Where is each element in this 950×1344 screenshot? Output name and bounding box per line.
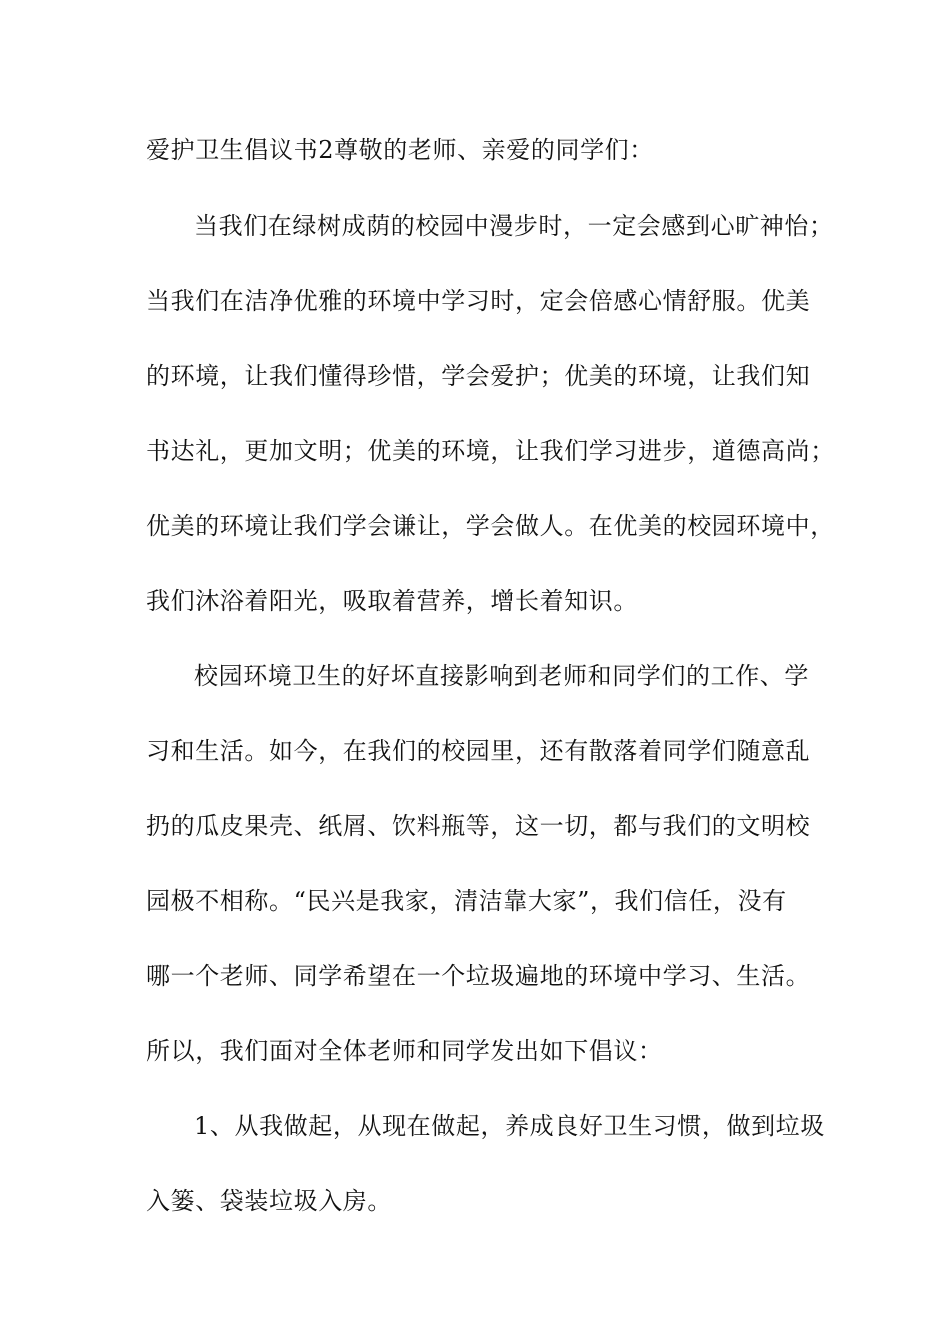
paragraph-2-line-4: 园极不相称。“民兴是我家，清洁靠大家”，我们信任，没有 (146, 887, 787, 915)
paragraph-2-line-1: 校园环境卫生的好坏直接影响到老师和同学们的工作、学 (194, 662, 809, 690)
paragraph-1-line-2: 当我们在洁净优雅的环境中学习时，定会倍感心情舒服。优美 (146, 287, 811, 315)
proposal-1-line-1: 1、从我做起，从现在做起，养成良好卫生习惯，做到垃圾 (194, 1112, 825, 1140)
paragraph-1-line-5: 优美的环境让我们学会谦让，学会做人。在优美的校园环境中， (146, 512, 835, 540)
paragraph-1-line-1: 当我们在绿树成荫的校园中漫步时，一定会感到心旷神怡； (194, 212, 834, 240)
proposal-1-line-2: 入篓、袋装垃圾入房。 (146, 1187, 392, 1215)
paragraph-2-line-5: 哪一个老师、同学希望在一个垃圾遍地的环境中学习、生活。 (146, 962, 811, 990)
heading-line: 爱护卫生倡议书2尊敬的老师、亲爱的同学们： (146, 136, 654, 164)
paragraph-1-line-6: 我们沐浴着阳光，吸取着营养，增长着知识。 (146, 587, 638, 615)
paragraph-1-line-3: 的环境，让我们懂得珍惜，学会爱护；优美的环境，让我们知 (146, 362, 811, 390)
paragraph-1-line-4: 书达礼，更加文明；优美的环境，让我们学习进步，道德高尚； (146, 437, 835, 465)
paragraph-2-line-2: 习和生活。如今，在我们的校园里，还有散落着同学们随意乱 (146, 737, 811, 765)
paragraph-2-line-3: 扔的瓜皮果壳、纸屑、饮料瓶等，这一切，都与我们的文明校 (146, 812, 811, 840)
paragraph-2-line-6: 所以，我们面对全体老师和同学发出如下倡议： (146, 1037, 663, 1065)
